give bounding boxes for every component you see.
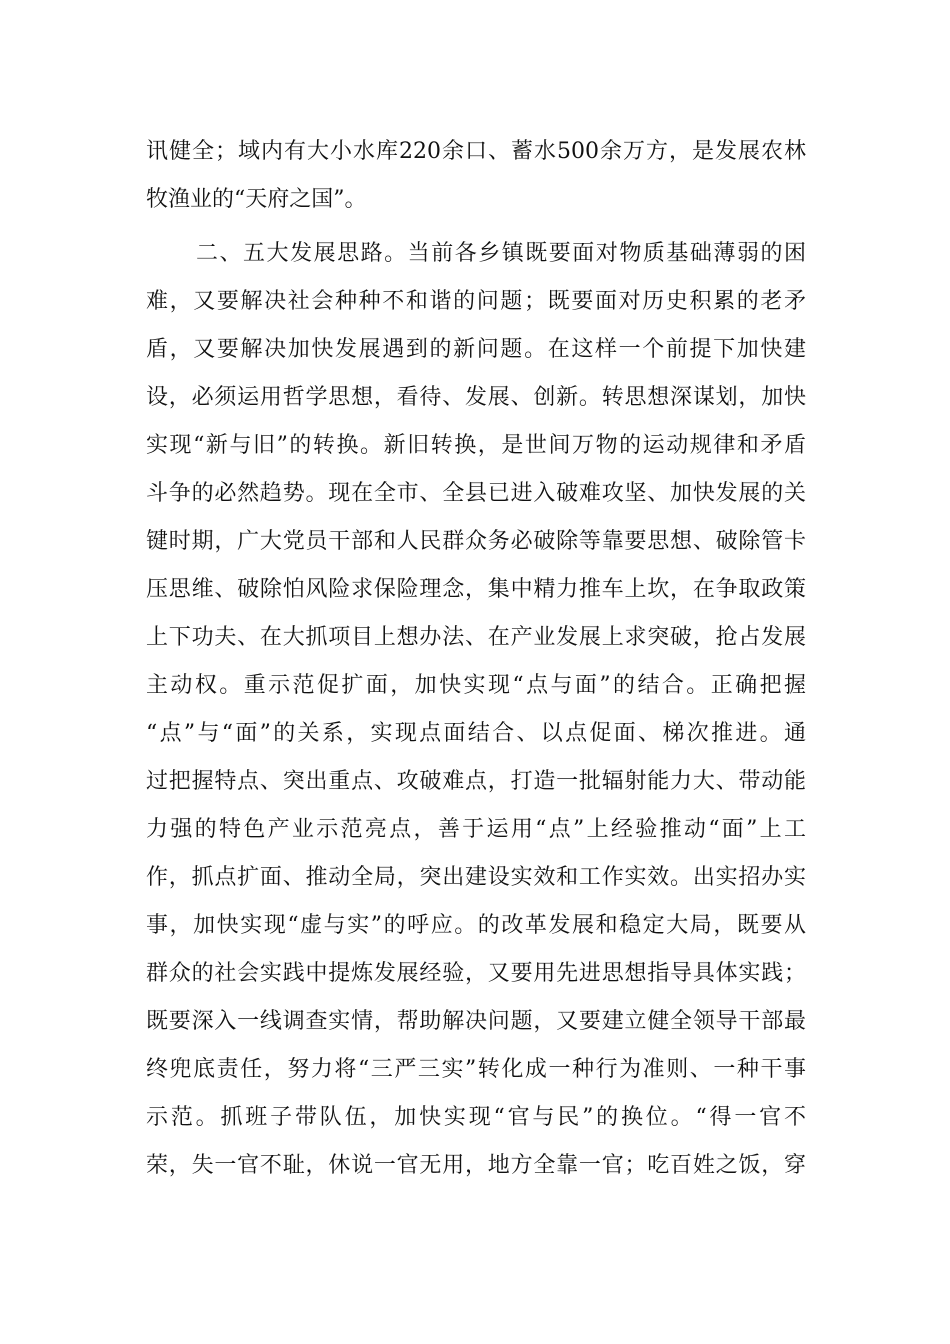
- text-line-20: 终兜底责任，努力将“三严三实”转化成一种行为准则、一种干事: [146, 1057, 806, 1082]
- text-line-14: 过把握特点、突出重点、攻破难点，打造一批辐射能力大、带动能: [146, 769, 806, 794]
- text-line-5: 盾，又要解决加快发展遇到的新问题。在这样一个前提下加快建: [146, 337, 806, 362]
- text-line-1: 讯健全；域内有大小水库220余口、蓄水500余万方，是发展农林: [146, 139, 806, 164]
- paragraph-heading-line: 二、五大发展思路。当前各乡镇既要面对物质基础薄弱的困: [196, 241, 806, 266]
- text-line-12: 主动权。重示范促扩面，加快实现“点与面”的结合。正确把握: [146, 673, 806, 698]
- text-line-22: 荣，失一官不耻，休说一官无用，地方全靠一官；吃百姓之饭，穿: [146, 1153, 806, 1178]
- text-line-10: 压思维、破除怕风险求保险理念，集中精力推车上坎，在争取政策: [146, 577, 806, 602]
- text-line-15: 力强的特色产业示范亮点，善于运用“点”上经验推动“面”上工: [146, 817, 806, 842]
- text-line-18: 群众的社会实践中提炼发展经验，又要用先进思想指导具体实践；: [146, 961, 806, 986]
- text-line-17: 事，加快实现“虚与实”的呼应。的改革发展和稳定大局，既要从: [146, 913, 806, 938]
- text-line-4: 难，又要解决社会种种不和谐的问题；既要面对历史积累的老矛: [146, 289, 806, 314]
- text-line-19: 既要深入一线调查实情，帮助解决问题，又要建立健全领导干部最: [146, 1009, 806, 1034]
- text-line-7: 实现“新与旧”的转换。新旧转换，是世间万物的运动规律和矛盾: [146, 433, 806, 458]
- text-line-13: “点”与“面”的关系，实现点面结合、以点促面、梯次推进。通: [146, 721, 806, 746]
- text-line-8: 斗争的必然趋势。现在全市、全县已进入破难攻坚、加快发展的关: [146, 481, 806, 506]
- text-line-11: 上下功夫、在大抓项目上想办法、在产业发展上求突破，抢占发展: [146, 625, 806, 650]
- text-line-2: 牧渔业的“天府之国”。: [146, 187, 367, 212]
- text-line-6: 设，必须运用哲学思想，看待、发展、创新。转思想深谋划，加快: [146, 385, 806, 410]
- text-line-16: 作，抓点扩面、推动全局，突出建设实效和工作实效。出实招办实: [146, 865, 806, 890]
- text-line-9: 键时期，广大党员干部和人民群众务必破除等靠要思想、破除管卡: [146, 529, 806, 554]
- text-line-21: 示范。抓班子带队伍，加快实现“官与民”的换位。“得一官不: [146, 1105, 806, 1130]
